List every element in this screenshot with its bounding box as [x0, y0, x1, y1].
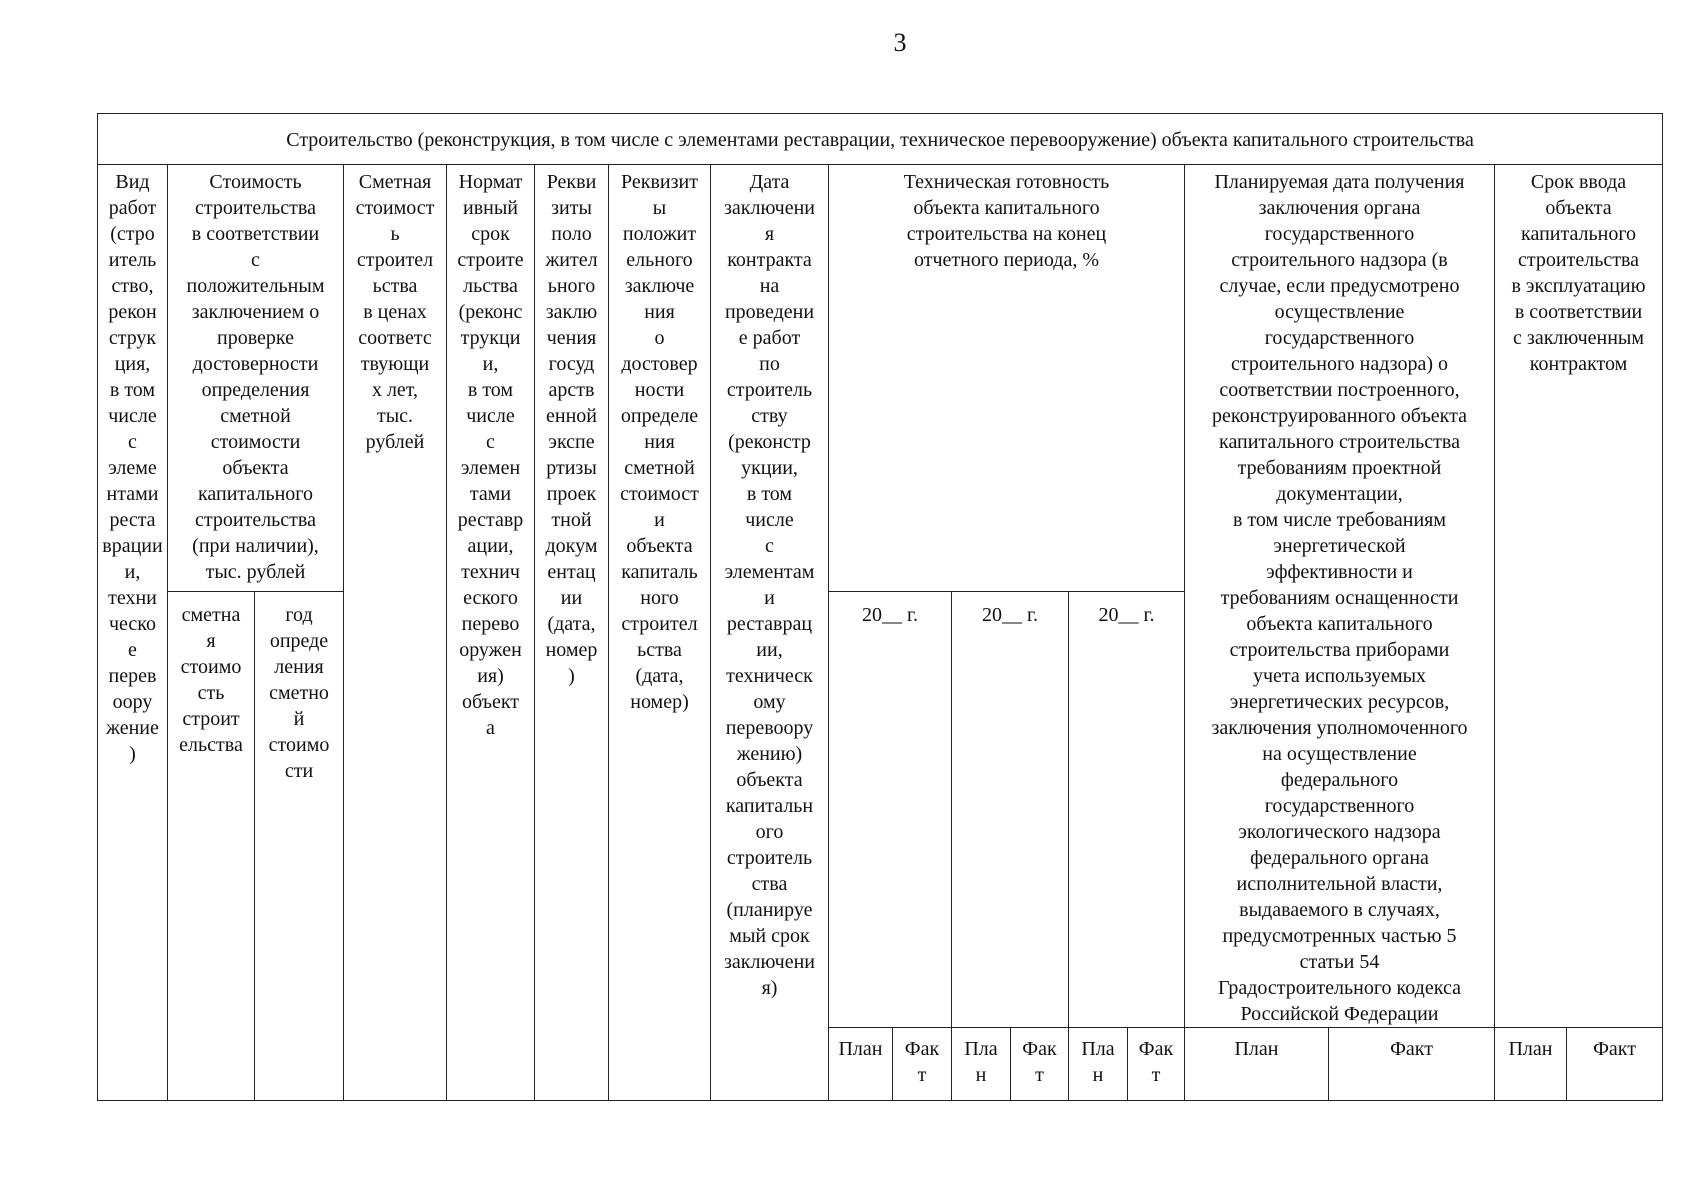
- header-tech-gotovnost: Техническая готовность объекта капитального строительства на конец отчетного периода, %: [829, 165, 1185, 592]
- year3-fact-header: Фак т: [1128, 1028, 1185, 1101]
- header-data-kontrakta: Дата заключени я контракта на проведени е работ по строитель ству (реконстр укции, в том числе с элементам и реставрац ии, техническ ому перевоору жению) объекта капитальн ого строитель ства (планируе мый срок заключени я): [711, 165, 829, 1101]
- report-table: [97, 113, 1663, 1101]
- srok-fact-header: Факт: [1567, 1028, 1663, 1101]
- header-normativnyi-srok: Нормат ивный срок строите льства (реконс трукци и, в том числе с элемен тами реставр ации, технич еского перево оружен ия) объект а: [447, 165, 535, 1101]
- table-title: Строительство (реконструкция, в том числе с элементами реставрации, техническое перевооружение) объекта капитального строительства: [98, 114, 1663, 165]
- header-smetnaya-stoimost-stroitelstva: сметна я стоимо сть строит ельства: [168, 592, 255, 1101]
- page-number: 3: [893, 28, 907, 57]
- year3-plan-header: Пла н: [1069, 1028, 1128, 1101]
- header-rekvizity-gos-ekspertizy: Рекви зиты поло жител ьного заклю чения госуд арств енной экспе ртизы проек тной докум ентац ии (дата, номер ): [535, 165, 609, 1101]
- header-smetnaya-v-cenah: Сметная стоимост ь строител ьства в ценах соответс твующи х лет, тыс. рублей: [344, 165, 447, 1101]
- year-label-2: 20__ г.: [952, 592, 1069, 1028]
- year-label-1: 20__ г.: [829, 592, 952, 1028]
- header-srok-vvoda: Срок ввода объекта капитального строительства в эксплуатацию в соответствии с заключенным контрактом: [1495, 165, 1663, 1028]
- expertise-plan-header: План: [1185, 1028, 1329, 1101]
- year1-fact-header: Фак т: [893, 1028, 952, 1101]
- header-rekvizity-dostovernosti: Реквизит ы положит ельного заключе ния о достовер ности определе ния сметной стоимост и объекта капиталь ного строител ьства (дата, номер): [609, 165, 711, 1101]
- year-label-3: 20__ г.: [1069, 592, 1185, 1028]
- expertise-fact-header: Факт: [1329, 1028, 1495, 1101]
- year1-plan-header: План: [829, 1028, 893, 1101]
- year2-plan-header: Пла н: [952, 1028, 1011, 1101]
- year2-fact-header: Фак т: [1011, 1028, 1069, 1101]
- srok-plan-header: План: [1495, 1028, 1567, 1101]
- header-planiruemaya-data: Планируемая дата получения заключения органа государственного строительного надзора (в случае, если предусмотрено осуществление государственного строительного надзора) о соответствии построенного, реконструированного объекта капитального строительства требованиям проектной документации, в том числе требованиям энергетической эффективности и требованиям оснащенности объекта капитального строительства приборами учета используемых энергетических ресурсов, заключения уполномоченного на осуществление федерального государственного экологического надзора федерального органа исполнительной власти, выдаваемого в случаях, предусмотренных частью 5 статьи 54 Градостроительного кодекса Российской Федерации: [1185, 165, 1495, 1028]
- header-vid-rabot: Вид работ (стро итель ство, рекон струк ция, в том числе с элеме нтами реста врации и, техни ческо е перев оору жение ): [98, 165, 168, 1101]
- header-god-opredeleniya: год опреде ления сметно й стоимо сти: [255, 592, 344, 1101]
- header-stoimost-group: Стоимость строительства в соответствии с положительным заключением о проверке достоверности определения сметной стоимости объекта капитального строительства (при наличии), тыс. рублей: [168, 165, 344, 592]
